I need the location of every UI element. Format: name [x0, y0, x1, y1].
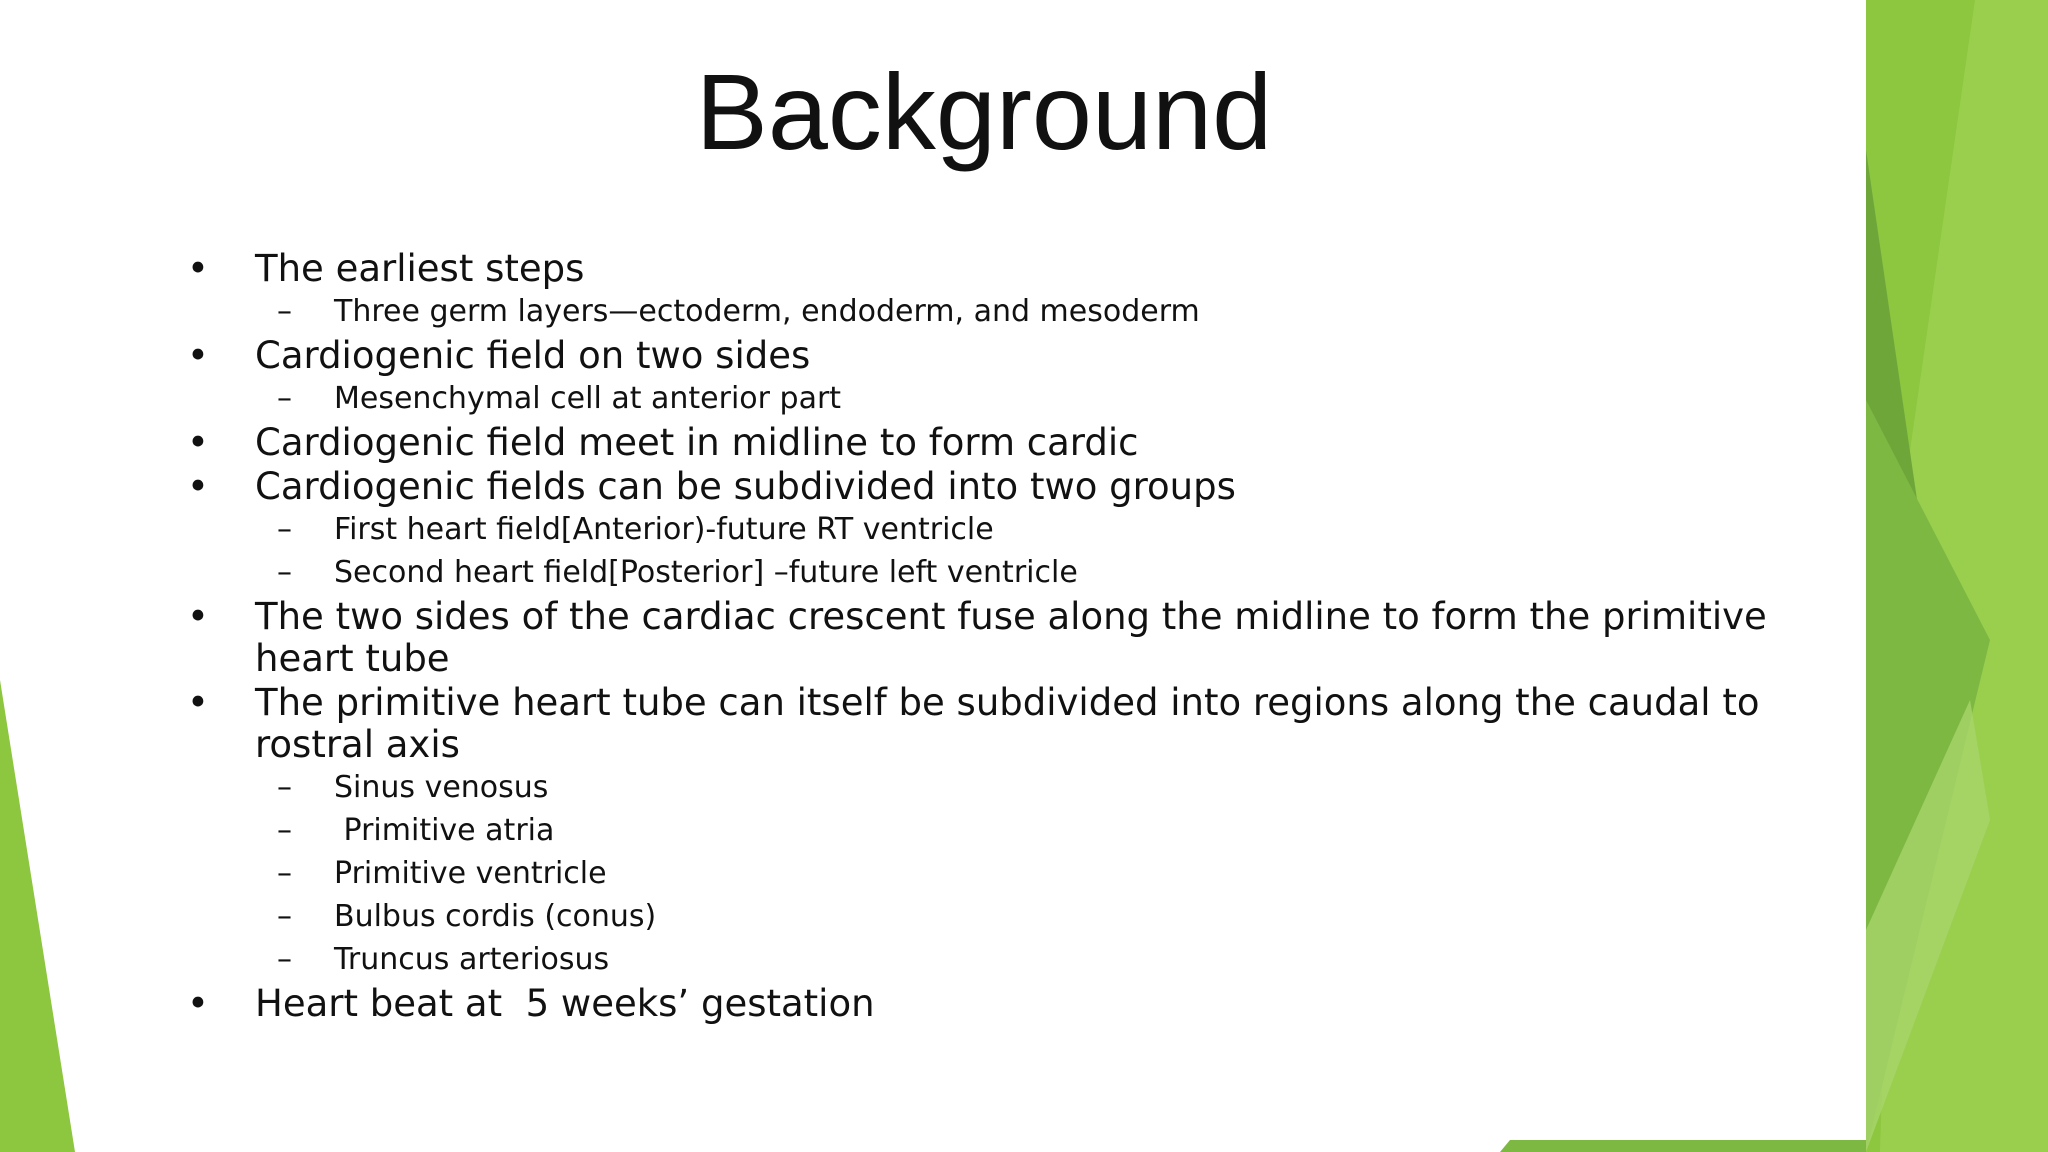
dash-icon: –: [277, 294, 292, 329]
bullet-icon: •: [187, 334, 209, 377]
left-green-wedge: [0, 680, 75, 1152]
dash-icon: –: [277, 899, 292, 934]
bullet-item: [185, 596, 1785, 680]
sub-bullet-item: [185, 895, 1785, 938]
dash-icon: –: [277, 813, 292, 848]
bullet-icon: •: [187, 595, 209, 638]
sub-bullet-text: Three germ layers—ectoderm, endoderm, and mesoderm: [334, 294, 1200, 329]
sub-bullet-item: [185, 766, 1785, 809]
bullet-icon: •: [187, 982, 209, 1025]
sub-bullet-text: Bulbus cordis (conus): [334, 899, 657, 934]
bullet-text: Cardiogenic field on two sides: [255, 334, 811, 377]
sub-bullet-item: [185, 809, 1785, 852]
sub-bullet-text: Primitive atria: [334, 813, 555, 848]
dash-icon: –: [277, 770, 292, 805]
sub-bullet-text: Sinus venosus: [334, 770, 549, 805]
dash-icon: –: [277, 856, 292, 891]
sub-bullet-text: First heart field[Anterior)-future RT ventricle: [334, 512, 994, 547]
dash-icon: –: [277, 381, 292, 416]
bullet-icon: •: [187, 421, 209, 464]
sub-bullet-item: [185, 377, 1785, 420]
bullet-item: [185, 248, 1785, 290]
bullet-text: The earliest steps: [255, 247, 585, 290]
bullet-item: [185, 466, 1785, 508]
dash-icon: –: [277, 942, 292, 977]
sub-bullet-text: Second heart field[Posterior] –future left ventricle: [334, 555, 1078, 590]
sub-bullet-item: [185, 551, 1785, 594]
bullet-text: Heart beat at 5 weeks’ gestation: [255, 982, 875, 1025]
dash-icon: –: [277, 512, 292, 547]
dash-icon: –: [277, 555, 292, 590]
slide-title: Background: [695, 51, 1273, 172]
sub-bullet-item: [185, 508, 1785, 551]
bullet-text: Cardiogenic field meet in midline to form cardic: [255, 421, 1139, 464]
bullet-text: Cardiogenic fields can be subdivided into two groups: [255, 465, 1236, 508]
sub-bullet-item: [185, 938, 1785, 981]
bottom-green-sliver: [1500, 1140, 1866, 1152]
sub-bullet-text: Mesenchymal cell at anterior part: [334, 381, 842, 416]
bullet-icon: •: [187, 247, 209, 290]
bullet-list: [185, 248, 1785, 1025]
sub-bullet-item: [185, 852, 1785, 895]
bullet-item: [185, 422, 1785, 464]
sub-bullet-item: [185, 290, 1785, 333]
bullet-icon: •: [187, 681, 209, 724]
bullet-item: [185, 983, 1785, 1025]
sub-bullet-text: Truncus arteriosus: [334, 942, 610, 977]
sub-bullet-text: Primitive ventricle: [334, 856, 607, 891]
bullet-text: The two sides of the cardiac crescent fuse along the midline to form the primitive heart tube: [255, 595, 1767, 680]
bullet-item: [185, 335, 1785, 377]
bullet-icon: •: [187, 465, 209, 508]
bullet-item: [185, 682, 1785, 766]
bullet-text: The primitive heart tube can itself be subdivided into regions along the caudal to rostral axis: [255, 681, 1760, 766]
